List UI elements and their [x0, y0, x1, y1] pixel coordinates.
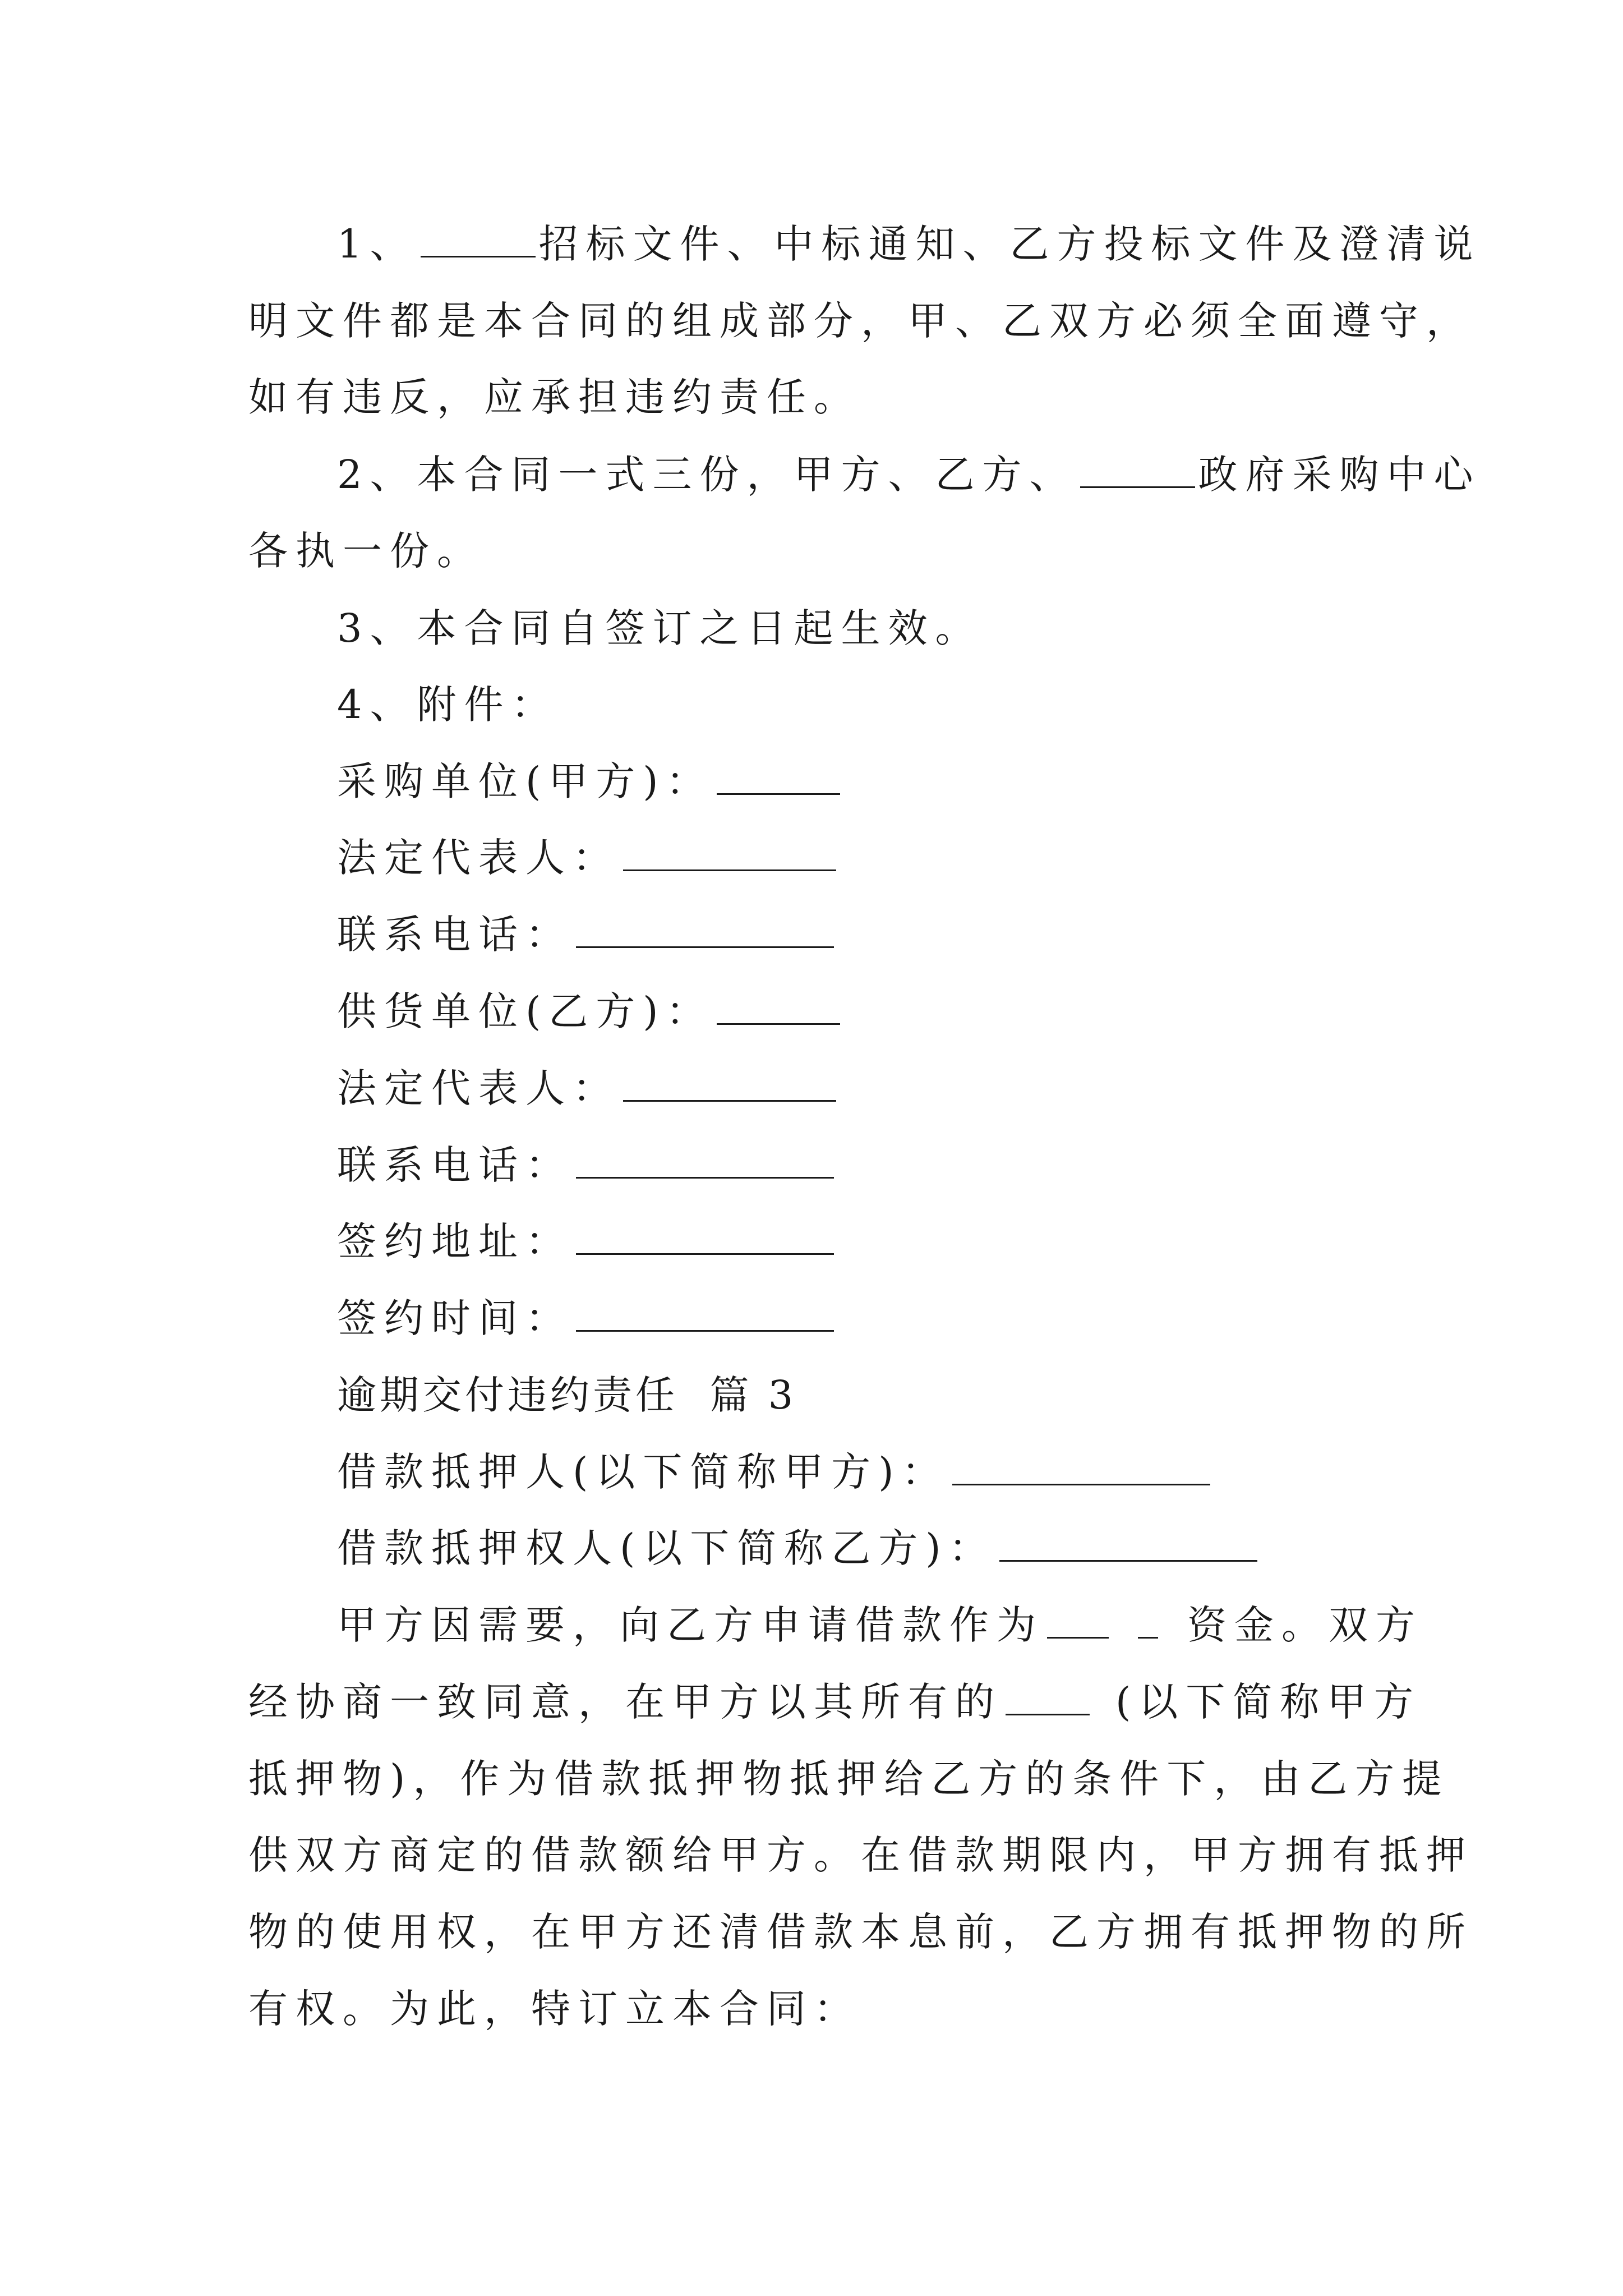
field-blank [576, 944, 834, 948]
field-blank [576, 1328, 834, 1332]
body-line-1 [337, 1602, 1423, 1648]
section-title: 逾期交付违约责任 篇 3 [337, 1372, 797, 1418]
blank-field [1006, 1711, 1090, 1715]
field-signing-address [337, 1218, 837, 1264]
paragraph-1-line-3: 如有违反，应承担违约责任。 [248, 374, 861, 420]
paragraph-1-line-2: 明文件都是本合同的组成部分，甲、乙双方必须全面遵守， [248, 298, 1473, 344]
body-line-6: 有权。为此，特订立本合同： [248, 1986, 861, 2032]
field-blank [623, 1098, 836, 1102]
field-blank [576, 1175, 834, 1179]
paragraph-1-line-1 [337, 221, 1481, 267]
blank-field [1080, 484, 1195, 488]
field-label: 法定代表人： [337, 1065, 620, 1111]
blank-field [1047, 1635, 1109, 1639]
field-purchaser-representative [337, 835, 840, 881]
clause-number: 1、 [337, 221, 417, 267]
field-blank [717, 1021, 840, 1025]
field-label: 签约时间： [337, 1295, 573, 1341]
body-text: 经协商一致同意，在甲方以其所有的 [248, 1679, 1002, 1725]
field-blank [576, 1251, 834, 1255]
clause-text: 2、本合同一式三份，甲方、乙方、 [337, 452, 1077, 498]
field-purchaser-phone [337, 912, 837, 958]
field-blank [952, 1481, 1210, 1485]
field-blank [999, 1558, 1257, 1562]
paragraph-3: 3、本合同自签订之日起生效。 [337, 605, 983, 651]
body-line-3: 抵押物)，作为借款抵押物抵押给乙方的条件下，由乙方提 [248, 1756, 1450, 1802]
field-label: 借款抵押人(以下简称甲方)： [337, 1449, 949, 1495]
field-label: 供货单位(乙方)： [337, 988, 713, 1034]
paragraph-4: 4、附件： [337, 682, 559, 728]
body-line-4: 供双方商定的借款额给甲方。在借款期限内，甲方拥有抵押 [248, 1832, 1473, 1878]
clause-text: 政府采购中心 [1198, 452, 1481, 498]
blank-field [421, 254, 536, 257]
field-supplier-phone [337, 1142, 837, 1188]
field-blank [717, 791, 840, 795]
body-line-2 [248, 1679, 1422, 1725]
paragraph-2-line-1 [337, 452, 1481, 498]
body-line-5: 物的使用权，在甲方还清借款本息前，乙方拥有抵押物的所 [248, 1909, 1473, 1955]
field-label: 借款抵押权人(以下简称乙方)： [337, 1525, 996, 1571]
field-label: 签约地址： [337, 1218, 573, 1264]
body-text: 甲方因需要，向乙方申请借款作为 [337, 1602, 1044, 1648]
body-text: 资金。双方 [1187, 1602, 1423, 1648]
field-label: 联系电话： [337, 912, 573, 958]
field-label: 法定代表人： [337, 835, 620, 881]
paragraph-2-line-2: 各执一份。 [248, 528, 484, 574]
blank-field [1138, 1635, 1158, 1639]
body-text: (以下简称甲方 [1115, 1679, 1422, 1725]
field-label: 采购单位(甲方)： [337, 758, 713, 804]
field-signing-time [337, 1295, 837, 1341]
mortgagor-line [337, 1449, 1214, 1495]
mortgagee-line [337, 1525, 1261, 1571]
field-supplier-representative [337, 1065, 840, 1111]
field-label: 联系电话： [337, 1142, 573, 1188]
field-blank [623, 867, 836, 871]
clause-text: 招标文件、中标通知、乙方投标文件及澄清说 [538, 221, 1481, 267]
field-supplier [337, 988, 843, 1034]
field-purchaser [337, 758, 843, 804]
